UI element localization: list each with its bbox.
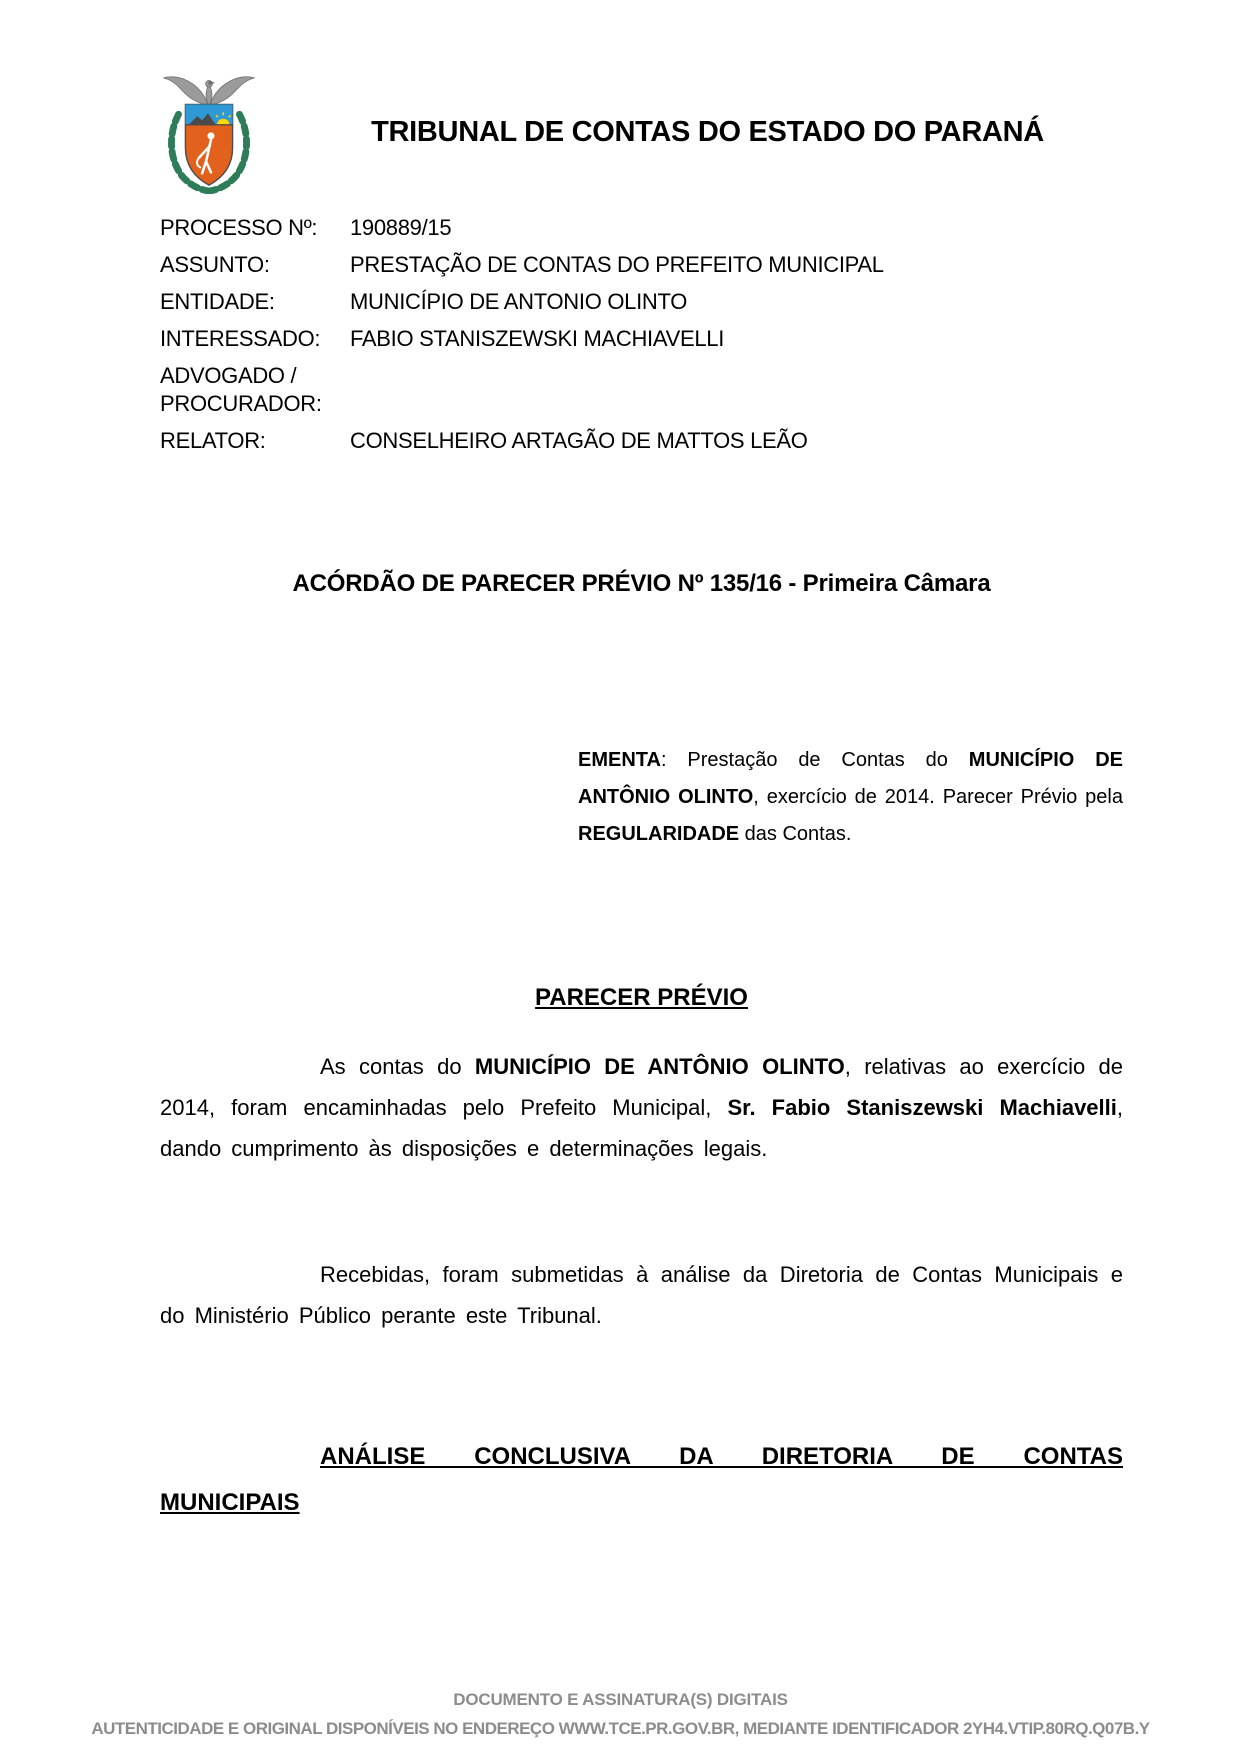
field-value: CONSELHEIRO ARTAGÃO DE MATTOS LEÃO	[350, 428, 808, 453]
field-label: ADVOGADO / PROCURADOR:	[160, 363, 322, 416]
document-header	[150, 70, 1161, 194]
paragraph-contas: As contas do MUNICÍPIO DE ANTÔNIO OLINTO, relativas ao exercício de 2014, foram encaminhadas pelo Prefeito Municipal, Sr. Fabio Staniszewski Machiavelli, dando cumprimento às disposições e determinações legais.	[160, 1054, 1123, 1161]
field-value: PRESTAÇÃO DE CONTAS DO PREFEITO MUNICIPAL	[350, 252, 884, 277]
field-row-relator	[160, 427, 1123, 455]
field-label: ENTIDADE:	[160, 289, 275, 314]
analise-heading-line-2: MUNICIPAIS	[160, 1489, 300, 1516]
acordao-title: ACÓRDÃO DE PARECER PRÉVIO Nº 135/16 - Primeira Câmara	[292, 570, 991, 597]
field-row-interessado	[160, 325, 1123, 353]
eagle-icon	[164, 77, 254, 107]
parecer-previo-heading: PARECER PRÉVIO	[535, 984, 748, 1011]
field-row-advogado	[160, 362, 1123, 418]
paragraph-recebidas: Recebidas, foram submetidas à análise da Diretoria de Contas Municipais e do Ministério Público perante este Tribunal.	[160, 1262, 1123, 1328]
field-value: MUNICÍPIO DE ANTONIO OLINTO	[350, 289, 688, 314]
shield-chief	[185, 104, 232, 125]
field-value: 190889/15	[350, 215, 452, 240]
field-label: ASSUNTO:	[160, 252, 270, 277]
footer-authenticity-identifier: AUTENTICIDADE E ORIGINAL DISPONÍVEIS NO ENDEREÇO WWW.TCE.PR.GOV.BR, MEDIANTE IDENTIFICADOR 2YH4.VTIP.80RQ.Q07B.Y	[91, 1719, 1150, 1738]
field-row-assunto	[160, 251, 1123, 279]
field-row-processo	[160, 214, 1123, 242]
parana-coat-of-arms-icon	[150, 70, 268, 194]
field-value: FABIO STANISZEWSKI MACHIAVELLI	[350, 326, 725, 351]
analise-heading-line-1: ANÁLISE CONCLUSIVA DA DIRETORIA DE CONTAS	[320, 1443, 1123, 1470]
ementa-block: EMENTA: Prestação de Contas do MUNICÍPIO DE ANTÔNIO OLINTO, exercício de 2014. Parecer Prévio pela REGULARIDADE das Contas.	[578, 749, 1123, 845]
field-label: RELATOR:	[160, 428, 266, 453]
page-title: TRIBUNAL DE CONTAS DO ESTADO DO PARANÁ	[371, 115, 1044, 148]
field-value	[350, 362, 1123, 418]
analise-conclusiva-heading	[160, 1434, 1123, 1526]
field-label: PROCESSO Nº:	[160, 215, 318, 240]
field-row-entidade	[160, 288, 1123, 316]
footer-digital-signature: DOCUMENTO E ASSINATURA(S) DIGITAIS	[453, 1690, 788, 1709]
field-label: INTERESSADO:	[160, 326, 321, 351]
process-fields	[160, 214, 1123, 464]
